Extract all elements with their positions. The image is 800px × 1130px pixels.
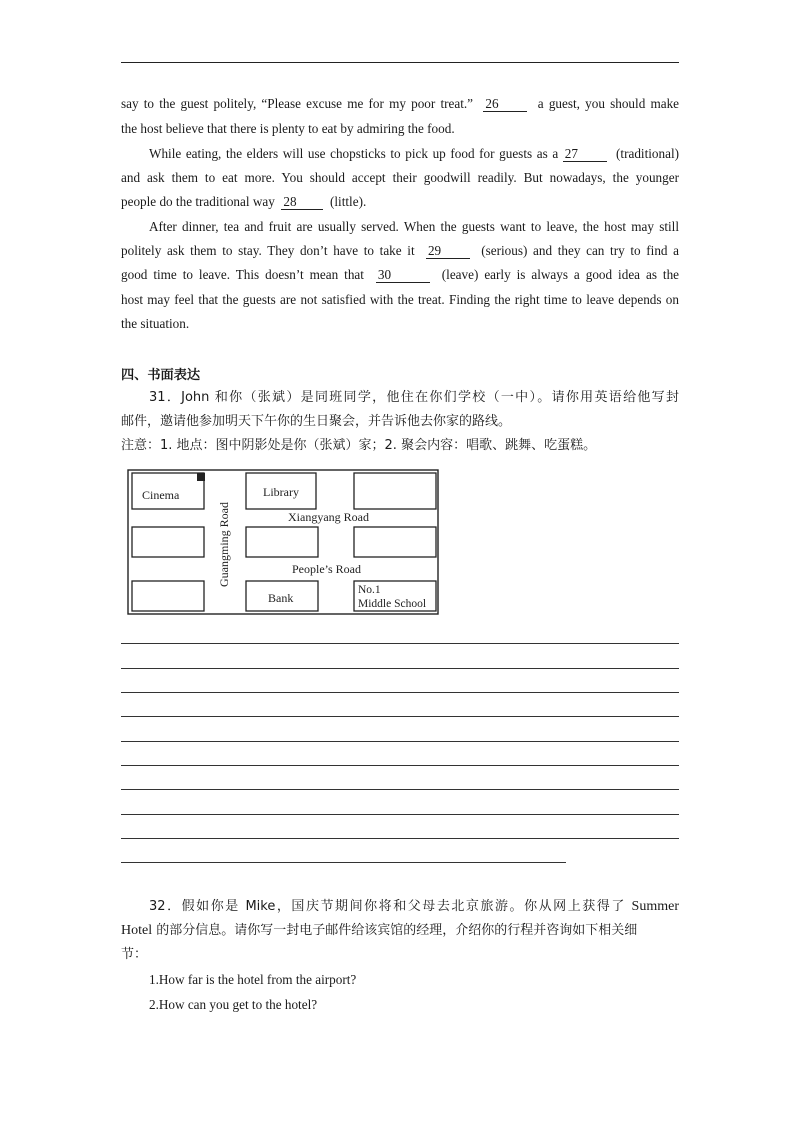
guangming-road-label: Guangming Road bbox=[217, 502, 231, 587]
q31-line-3: 注意：1. 地点：图中阴影处是你（张斌）家；2. 聚会内容：唱歌、跳舞、吃蛋糕。 bbox=[121, 438, 597, 453]
q32-item-1: 1.How far is the hotel from the airport? bbox=[149, 972, 357, 987]
writing-line[interactable] bbox=[121, 765, 679, 766]
passage-line-4: and ask them to eat more. You should accept their goodwill readily. But nowadays, the younger bbox=[121, 170, 679, 185]
school-label-line2: Middle School bbox=[358, 598, 427, 610]
cinema-label: Cinema bbox=[142, 488, 180, 502]
section-heading: 四、书面表达 bbox=[121, 368, 201, 383]
passage-line-6: After dinner, tea and fruit are usually served. When the guests want to leave, the host may still bbox=[149, 219, 679, 234]
blank-29[interactable]: 29 bbox=[426, 243, 470, 259]
passage-line-10: the situation. bbox=[121, 316, 190, 331]
passage-line-5: people do the traditional way 28 (little). bbox=[121, 194, 367, 209]
blank-27[interactable]: 27 bbox=[563, 146, 607, 162]
blank-26[interactable]: 26 bbox=[483, 96, 527, 112]
passage-line-9: host may feel that the guests are not satisfied with the treat. Finding the right time to leave depends on bbox=[121, 292, 679, 307]
bank-label: Bank bbox=[268, 591, 294, 605]
blank-28[interactable]: 28 bbox=[281, 194, 323, 210]
passage-line-8: good time to leave. This doesn’t mean that 30 (leave) early is always a good idea as the bbox=[121, 267, 680, 282]
q32-line-1: 32．假如你是 Mike，国庆节期间你将和父母去北京旅游。你从网上获得了 Summer bbox=[149, 899, 679, 914]
xiangyang-road-label: Xiangyang Road bbox=[288, 510, 369, 524]
left-block-middle bbox=[132, 527, 204, 557]
passage-line-7: politely ask them to stay. They don’t have to take it 29 (serious) and they can try to find a bbox=[121, 243, 680, 258]
header-rule bbox=[121, 62, 679, 63]
blank-30[interactable]: 30 bbox=[376, 267, 430, 283]
writing-line[interactable] bbox=[121, 789, 679, 790]
writing-line[interactable] bbox=[121, 862, 566, 863]
q31-line-2: 邮件，邀请他参加明天下午你的生日聚会，并告诉他去你家的路线。 bbox=[121, 414, 512, 429]
q32-line-2: Hotel 的部分信息。请你写一封电子邮件给该宾馆的经理，介绍你的行程并咨询如下相关细 bbox=[121, 923, 638, 938]
middle-block bbox=[246, 527, 318, 557]
passage-line-3: While eating, the elders will use chopsticks to pick up food for guests as a 27 (traditional) bbox=[149, 146, 680, 161]
writing-line[interactable] bbox=[121, 838, 679, 839]
passage-line-2: the host believe that there is plenty to eat by admiring the food. bbox=[121, 121, 455, 136]
home-shaded-block bbox=[197, 473, 205, 481]
writing-line[interactable] bbox=[121, 668, 679, 669]
writing-line[interactable] bbox=[121, 716, 679, 717]
library-label: Library bbox=[263, 485, 299, 499]
writing-line[interactable] bbox=[121, 814, 679, 815]
writing-line[interactable] bbox=[121, 741, 679, 742]
q31-line-1: 31．John 和你（张斌）是同班同学，他住在你们学校（一中）。请你用英语给他写封 bbox=[149, 390, 679, 405]
q32-item-2: 2.How can you get to the hotel? bbox=[149, 997, 318, 1012]
passage-line-1: say to the guest politely, “Please excuse me for my poor treat.” 26 a guest, you should make bbox=[121, 96, 680, 111]
peoples-road-label: People’s Road bbox=[292, 562, 361, 576]
writing-line[interactable] bbox=[121, 692, 679, 693]
right-block-top bbox=[354, 473, 436, 509]
route-map bbox=[127, 469, 439, 615]
right-block-middle bbox=[354, 527, 436, 557]
writing-line[interactable] bbox=[121, 643, 679, 644]
school-label-line1: No.1 bbox=[358, 584, 381, 596]
q32-line-3: 节： bbox=[121, 947, 148, 962]
left-block-bottom bbox=[132, 581, 204, 611]
